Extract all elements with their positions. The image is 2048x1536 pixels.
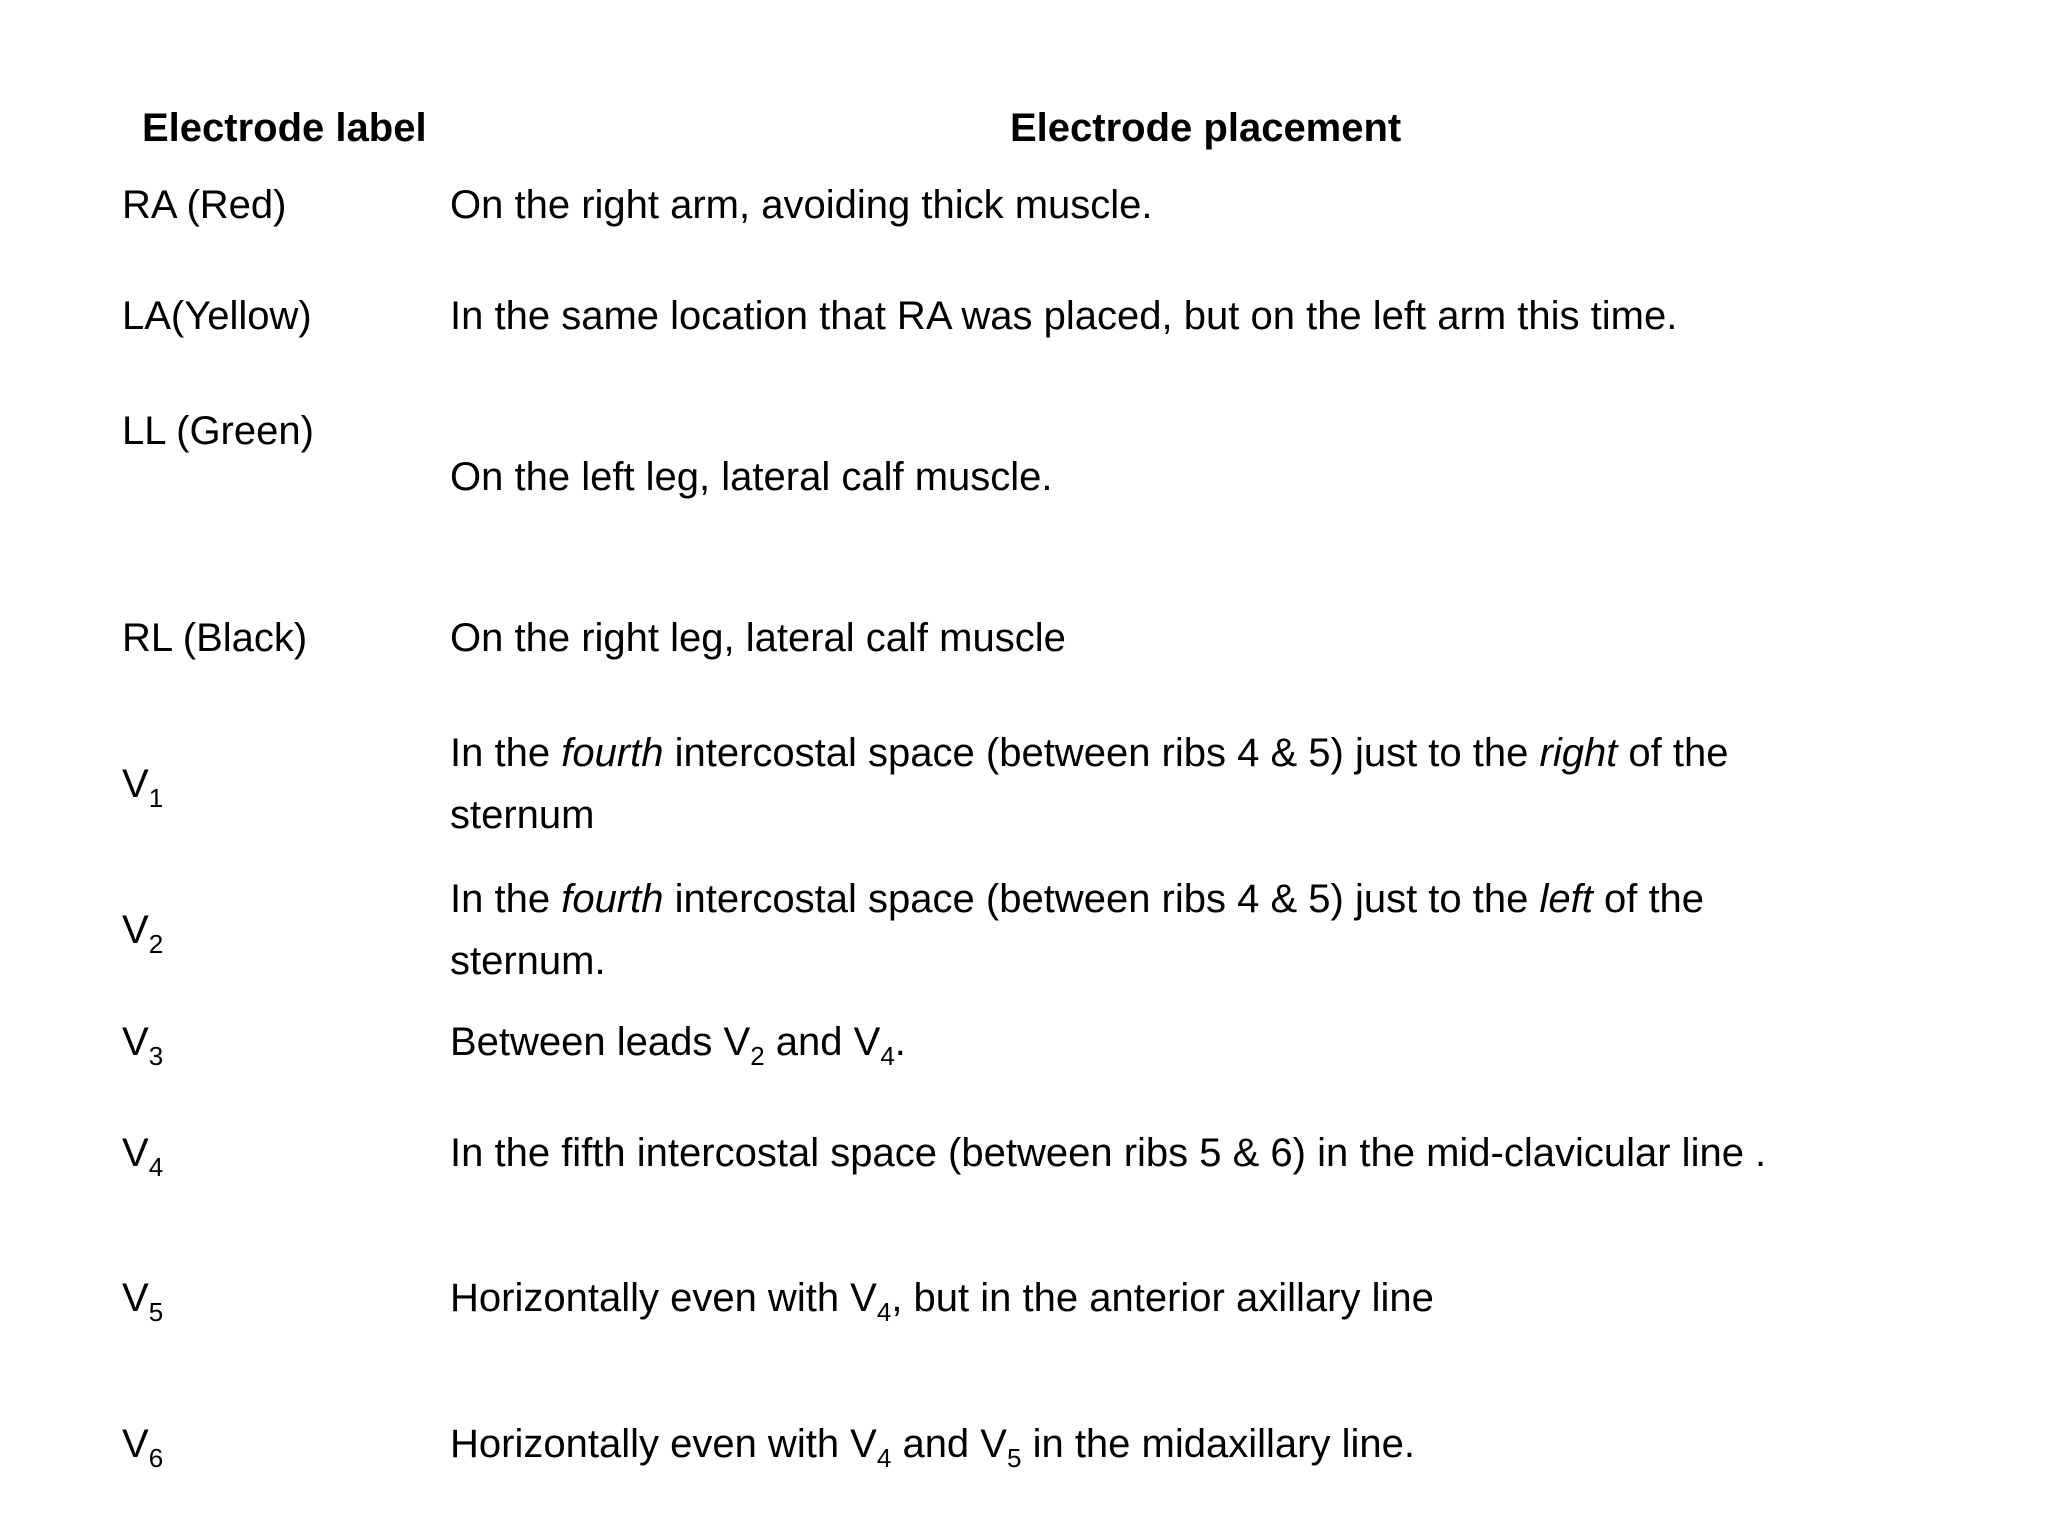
electrode-placement bbox=[450, 1267, 1970, 1329]
placement-line-2: sternum. bbox=[450, 939, 606, 983]
electrode-placement bbox=[450, 868, 1970, 992]
electrode-placement bbox=[450, 446, 1970, 508]
electrode-placement bbox=[450, 722, 1970, 846]
electrode-label: RA (Red) bbox=[122, 183, 287, 227]
placement-text: In the same location that RA was placed, but on the left arm this time. bbox=[450, 294, 1678, 338]
electrode-label: LA(Yellow) bbox=[122, 294, 312, 338]
electrode-label: $V_5$ bbox=[122, 1276, 164, 1327]
electrode-label: $V_2$ bbox=[122, 908, 164, 959]
header-electrode-label: Electrode label bbox=[142, 106, 427, 150]
placement-text: On the right arm, avoiding thick muscle. bbox=[450, 183, 1153, 227]
electrode-label: $V_6$ bbox=[122, 1422, 164, 1473]
placement-line-1: In the fourth intercostal space (between ribs 4 & 5) just to the right of the bbox=[450, 731, 1729, 775]
header-electrode-placement: Electrode placement bbox=[1010, 106, 1402, 150]
electrode-label: RL (Black) bbox=[122, 616, 308, 660]
placement-text: Horizontally even with $V_4$, but in the anterior axillary line bbox=[450, 1276, 1434, 1327]
electrode-placement bbox=[450, 1122, 1970, 1184]
electrode-placement bbox=[450, 607, 1970, 669]
placement-text: Horizontally even with $V_4$ and $V_5$ in the midaxillary line. bbox=[450, 1422, 1415, 1473]
placement-line-1: In the fourth intercostal space (between ribs 4 & 5) just to the left of the bbox=[450, 877, 1705, 921]
placement-line-2: sternum bbox=[450, 793, 595, 837]
electrode-placement bbox=[450, 285, 1970, 347]
electrode-placement bbox=[450, 1413, 1970, 1475]
placement-text: On the right leg, lateral calf muscle bbox=[450, 616, 1066, 660]
placement-text: In the fifth intercostal space (between ribs 5 & 6) in the mid-clavicular line . bbox=[450, 1131, 1767, 1175]
electrode-placement bbox=[450, 1011, 1970, 1073]
electrode-label: $V_1$ bbox=[122, 762, 164, 813]
placement-text: On the left leg, lateral calf muscle. bbox=[450, 455, 1053, 499]
electrode-label: $V_4$ bbox=[122, 1131, 164, 1182]
electrode-label: LL (Green) bbox=[122, 409, 314, 453]
electrode-placement bbox=[450, 174, 1970, 236]
electrode-label: $V_3$ bbox=[122, 1020, 164, 1071]
placement-text: Between leads $V_2$ and $V_4$. bbox=[450, 1020, 906, 1071]
